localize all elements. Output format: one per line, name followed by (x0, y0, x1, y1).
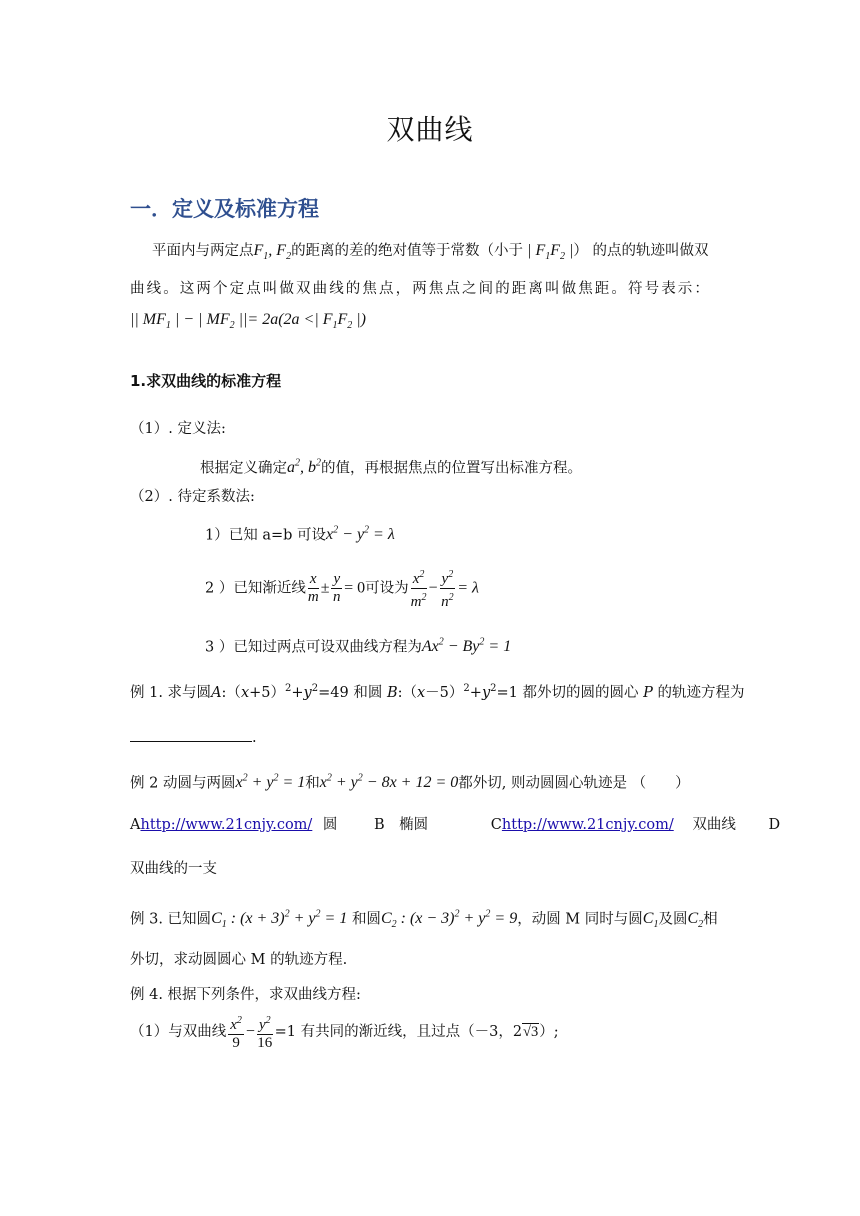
example-2: 例 2 动圆与两圆$x^2 + y^2 = 1$和$x^2 + y^2 - 8x + 12 = 0$都外切, 则动圆圆心轨迹是 （ ） (130, 773, 690, 792)
formula-a2-b2: $a^2$, $b^2$ (287, 458, 321, 477)
example-2-options: Ahttp://www.21cnjy.com/ 圆 B 椭圆 Chttp://www.21cnjy.com/ 双曲线 D (130, 817, 781, 833)
example-1: 例 1. 求与圆$A:(x+5)^2+y^2=49$ 和圆 $B:(x-5)^2+y^2=1$ 都外切的圆的圆心 P 的轨迹方程为 (130, 683, 745, 701)
subsection-heading-standard-equation: 1.求双曲线的标准方程 (130, 372, 282, 390)
formula-focal-distance: | $F_1F_2$ | (523, 242, 574, 263)
case-3: 3 ）已知过两点可设双曲线方程为$Ax^2 - By^2 = 1$ (205, 637, 512, 656)
definition-line-1: 平面内与两定点$F_1$, $F_2$的距离的差的绝对值等于常数（小于 | $F_1F_2$ |） 的点的轨迹叫做双 (152, 242, 709, 263)
page-title: 双曲线 (386, 113, 474, 146)
option-c-link[interactable]: http://www.21cnjy.com/ (501, 817, 674, 833)
method-1-text: 根据定义确定$a^2$, $b^2$的值，再根据焦点的位置写出标准方程。 (200, 458, 582, 477)
example-4-part-1: （1）与双曲线 $\frac{x^2}{9}$ − $\frac{y^2}{16}$ =1 有共同的渐近线，且过点（－3，2√3）; (130, 1012, 559, 1052)
method-2-label: （2）. 待定系数法: (130, 489, 255, 505)
formula-foci: $F_1$, $F_2$ (253, 242, 292, 263)
sqrt-3: √3 (523, 1024, 539, 1040)
definition-line-2: 曲线。这两个定点叫做双曲线的焦点，两焦点之间的距离叫做焦距。符号表示： (130, 281, 711, 297)
example-3-line-2: 外切，求动圆圆心 M 的轨迹方程. (130, 952, 348, 968)
case-1: 1）已知 a=b 可设$x^2 - y^2 = \lambda$ (205, 525, 395, 544)
method-1-label: （1）. 定义法: (130, 421, 226, 437)
section-heading-definition: 一．定义及标准方程 (130, 197, 319, 221)
definition-formula: || $MF_1$ | − | $MF_2$ ||= 2a(2a <| $F_1F_2$ |) (130, 311, 367, 332)
case-2: 2 ）已知渐近线 $\frac{x}{m}$ ± $\frac{y}{n}$ = 0可设为 $\frac{x^2}{m^2}$ − $\frac{y^2}{n^2}$ = λ (205, 566, 479, 611)
formula-case-1: $x^2 - y^2 = \lambda$ (326, 525, 395, 544)
example-4-title: 例 4. 根据下列条件，求双曲线方程: (130, 987, 361, 1003)
example-1-answer-blank: . (130, 728, 257, 748)
formula-case-3: $Ax^2 - By^2 = 1$ (421, 637, 512, 656)
option-a-link[interactable]: http://www.21cnjy.com/ (140, 817, 313, 833)
example-3: 例 3. 已知圆$C_1$ : $(x + 3)^2 + y^2 = 1$ 和圆$C_2$ : $(x - 3)^2 + y^2 = 9$，动圆 M 同时与圆$C_1$及圆$C_2$相 (130, 909, 718, 931)
option-d-text: 双曲线的一支 (130, 861, 217, 877)
